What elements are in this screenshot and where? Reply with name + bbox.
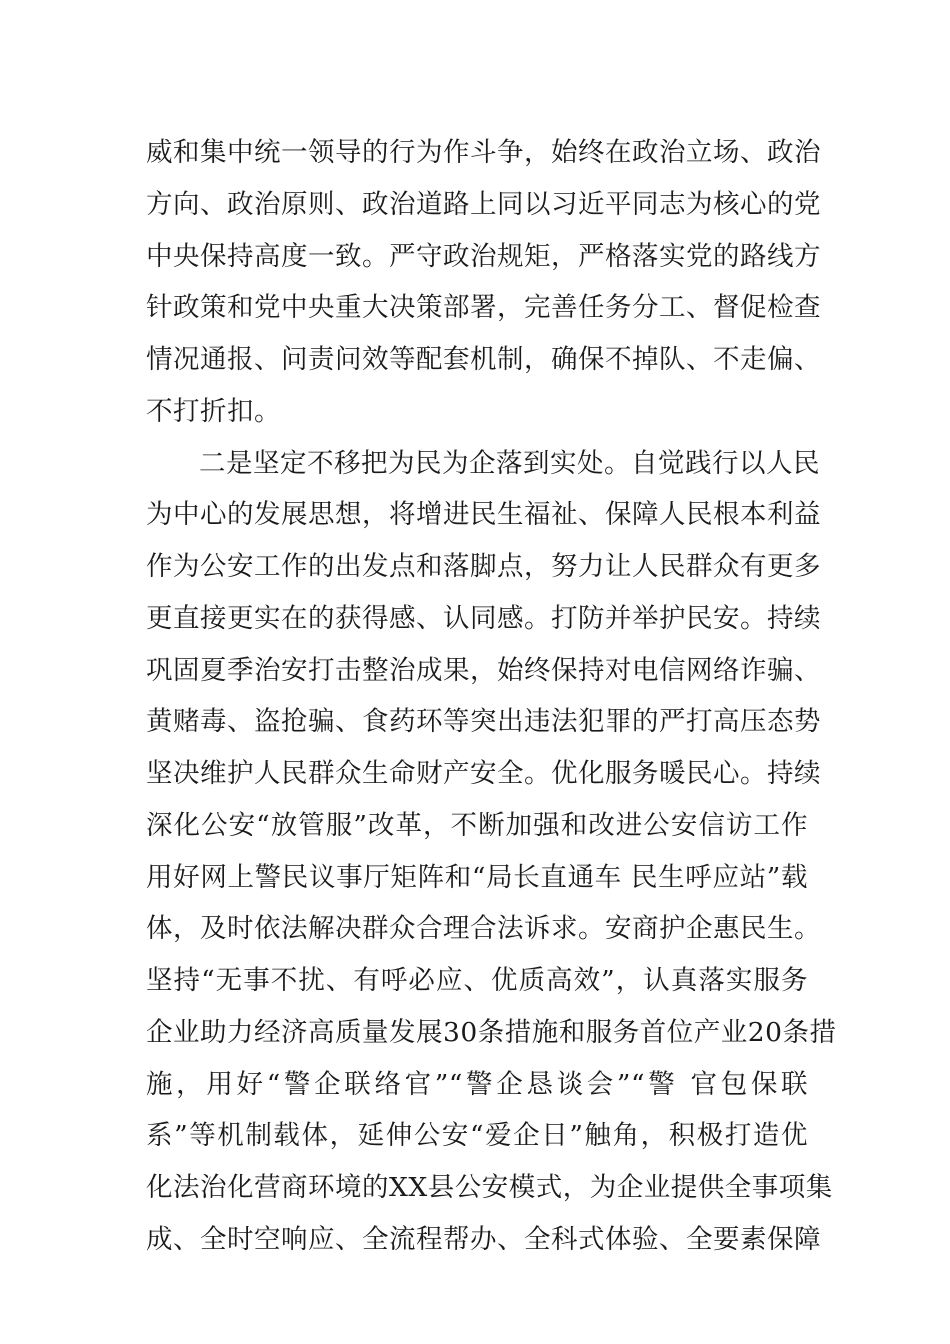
text-line: 作为公安工作的出发点和落脚点，努力让人民群众有更多 (146, 551, 821, 582)
text-line: 化法治化营商环境的XX县公安模式，为企业提供全事项集 (146, 1172, 833, 1203)
text-line: 更直接更实在的获得感、认同感。打防并举护民安。持续 (146, 602, 821, 634)
text-line: 深化公安“放管服”改革，不断加强和改进公安信访工作 (146, 809, 808, 841)
text-line: 巩固夏季治安打击整治成果，始终保持对电信网络诈骗、 (146, 654, 821, 686)
text-line: 坚决维护人民群众生命财产安全。优化服务暖民心。持续 (146, 758, 821, 789)
text-line: 企业助力经济高质量发展30条措施和服务首位产业20条措 (146, 1016, 837, 1048)
text-line: 针政策和党中央重大决策部署，完善任务分工、督促检查 (146, 292, 821, 324)
text-line: 方向、政治原则、政治道路上同以习近平同志为核心的党 (146, 188, 821, 220)
paragraph-start-line: 二是坚定不移把为民为企落到实处。自觉践行以人民 (199, 447, 820, 479)
text-line: 不打折扣。 (146, 395, 281, 427)
text-line: 体，及时依法解决群众合理合法诉求。安商护企惠民生。 (146, 913, 821, 945)
text-line: 黄赌毒、盗抢骗、食药环等突出违法犯罪的严打高压态势 (146, 706, 821, 738)
text-line: 情况通报、问责问效等配套机制，确保不掉队、不走偏、 (146, 344, 821, 375)
text-line: 系”等机制载体，延伸公安“爱企日”触角，积极打造优 (146, 1120, 808, 1152)
body-text (146, 127, 837, 1266)
text-line: 威和集中统一领导的行为作斗争，始终在政治立场、政治 (146, 137, 821, 168)
text-line: 中央保持高度一致。严守政治规矩，严格落实党的路线方 (146, 240, 821, 272)
text-line: 坚持“无事不扰、有呼必应、优质高效”，认真落实服务 (146, 965, 808, 996)
text-line: 为中心的发展思想，将增进民生福祉、保障人民根本利益 (146, 499, 821, 531)
text-line: 用好网上警民议事厅矩阵和“局长直通车 民生呼应站”载 (146, 861, 808, 893)
text-line: 成、全时空响应、全流程帮办、全科式体验、全要素保障 (146, 1223, 821, 1255)
text-line: 施，用好“警企联络官”“警企恳谈会”“警 官包保联 (146, 1068, 808, 1100)
